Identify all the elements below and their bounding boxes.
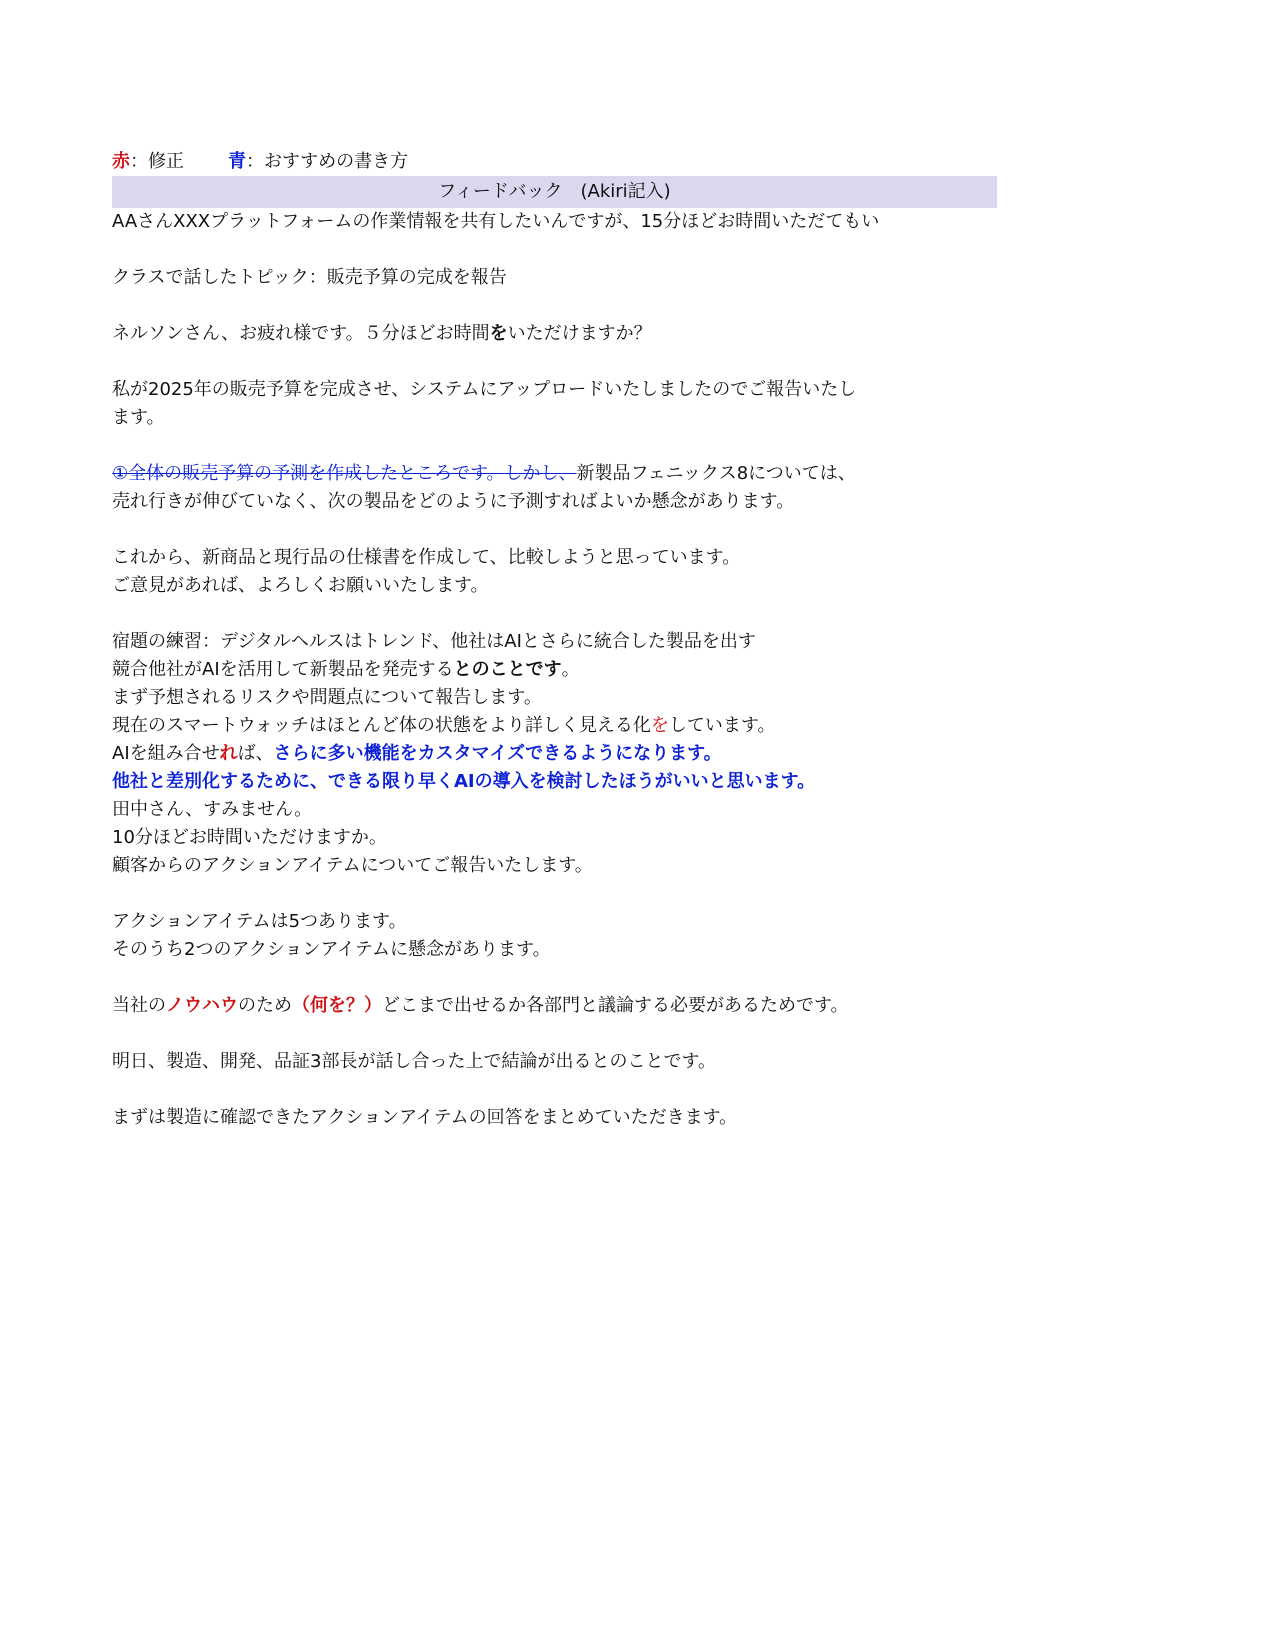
suggestion-segment: さらに多い機能をカスタマイズできるようになります。 [273, 743, 722, 764]
text-line [112, 460, 997, 488]
text-segment: 現在のスマートウォッチはほとんど体の状態をより詳しく見える化 [112, 715, 651, 736]
blank-line [112, 1076, 997, 1104]
text-segment: いただけますか？ [507, 323, 652, 344]
text-segment: 当社の [112, 995, 166, 1016]
text-line: AAさんXXXプラットフォームの作業情報を共有したいんですが、15分ほどお時間いただてもい [112, 211, 880, 232]
correction-note: （何を？） [292, 995, 382, 1016]
text-line: ご意見があれば、よろしくお願いいたします。 [112, 575, 489, 596]
struck-suggestion-segment: ①全体の販売予算の予測を作成したところです。しかし、 [112, 463, 577, 484]
suggestion-line: 他社と差別化するために、できる限り早くAIの導入を検討したほうがいいと思います。 [112, 771, 816, 792]
text-segment: どこまで出せるか各部門と議論する必要があるためです。 [382, 995, 849, 1016]
bold-segment: を [489, 323, 508, 344]
text-line: 10分ほどお時間いただけますか。 [112, 827, 387, 848]
text-line: 田中さん、すみません。 [112, 799, 313, 820]
blank-line [112, 236, 997, 264]
text-line [112, 992, 997, 1020]
text-segment: AIを組み合せ [112, 743, 220, 764]
text-line [112, 712, 997, 740]
text-line: 明日、製造、開発、品証3部長が話し合った上で結論が出るとのことです。 [112, 1051, 717, 1072]
feedback-header: フィードバック (Akiri記入) [112, 176, 997, 208]
blank-line [112, 880, 997, 908]
text-line: これから、新商品と現行品の仕様書を作成して、比較しようと思っています。 [112, 547, 741, 568]
text-line: 顧客からのアクションアイテムについてご報告いたします。 [112, 855, 593, 876]
blank-line [112, 432, 997, 460]
correction-segment: ノウハウ [166, 995, 238, 1016]
legend-blue-key: 青 [228, 151, 246, 172]
legend-red-key: 赤 [112, 151, 130, 172]
blank-line [112, 348, 997, 376]
text-segment: ネルソンさん、お疲れ様です。５分ほどお時間 [112, 323, 490, 344]
blank-line [112, 964, 997, 992]
text-segment: 競合他社がAIを活用して新製品を発売する [112, 659, 454, 680]
blank-line [112, 600, 997, 628]
text-line [112, 320, 997, 348]
blank-line [112, 292, 997, 320]
correction-segment: を [650, 715, 669, 736]
text-line: クラスで話したトピック：販売予算の完成を報告 [112, 267, 507, 288]
bold-segment: とのことです [453, 659, 562, 680]
text-line: 宿題の練習：デジタルヘルスはトレンド、他社はAIとさらに統合した製品を出す [112, 631, 756, 652]
text-line: まず予想されるリスクや問題点について報告します。 [112, 687, 542, 708]
text-line: ます。 [112, 407, 165, 428]
legend-red-desc: ：修正 [130, 151, 184, 172]
text-segment: 新製品フェニックス8については、 [576, 463, 856, 484]
text-segment: しています。 [668, 715, 776, 736]
text-segment: のため [238, 995, 292, 1016]
text-line: 売れ行きが伸びていなく、次の製品をどのように予測すればよいか懸念があります。 [112, 491, 795, 512]
text-line: アクションアイテムは5つあります。 [112, 911, 407, 932]
feedback-sheet [112, 148, 997, 1132]
text-segment: ば、 [237, 743, 274, 764]
color-legend [112, 148, 997, 176]
text-line: そのうち2つのアクションアイテムに懸念があります。 [112, 939, 551, 960]
text-segment: 。 [561, 659, 580, 680]
legend-blue-desc: ：おすすめの書き方 [246, 151, 409, 172]
text-line: 私が2025年の販売予算を完成させ、システムにアップロードいたしましたのでご報告いたし [112, 379, 857, 400]
text-line [112, 740, 997, 768]
correction-segment: れ [219, 743, 238, 764]
text-line [112, 656, 997, 684]
text-line: まずは製造に確認できたアクションアイテムの回答をまとめていただきます。 [112, 1107, 738, 1128]
blank-line [112, 1020, 997, 1048]
blank-line [112, 516, 997, 544]
